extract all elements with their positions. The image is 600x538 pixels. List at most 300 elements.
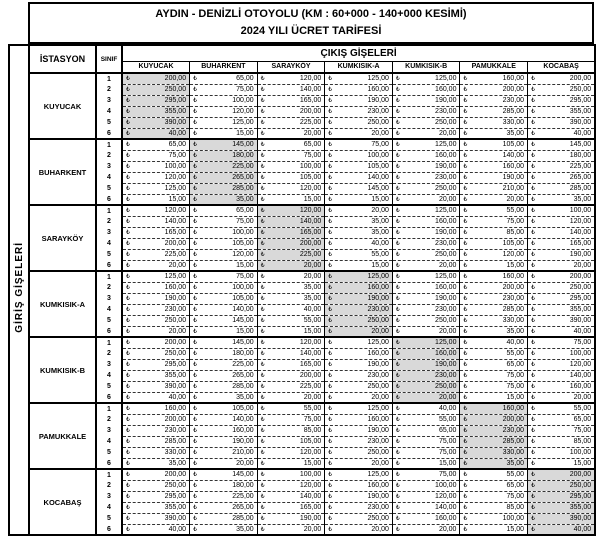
fee-value: 390,00 <box>569 317 592 324</box>
lira-currency-symbol: ₺ <box>193 109 197 115</box>
fee-value: 285,00 <box>502 306 525 313</box>
lira-currency-symbol: ₺ <box>531 318 535 324</box>
fee-cell-content <box>258 437 325 447</box>
fee-cell-content <box>460 371 527 381</box>
fee-value: 15,00 <box>303 459 322 467</box>
lira-currency-symbol: ₺ <box>395 516 400 522</box>
tariff-row <box>9 326 595 337</box>
fee-value: 180,00 <box>569 152 592 159</box>
fee-cell-content <box>393 173 460 183</box>
fee-cell-content <box>393 338 460 348</box>
exit-column-header-saraykoy: SARAYKÖY <box>257 61 325 73</box>
lira-currency-symbol: ₺ <box>531 460 535 467</box>
fee-value: 120,00 <box>299 339 322 347</box>
fee-value: 250,00 <box>164 317 187 324</box>
fee-cell-content <box>190 448 257 458</box>
fee-value: 85,00 <box>506 504 525 511</box>
fee-cell <box>392 95 460 106</box>
lira-currency-symbol: ₺ <box>395 98 400 104</box>
fee-cell <box>460 403 528 414</box>
fee-cell <box>122 106 190 117</box>
fee-cell-content <box>325 338 392 348</box>
fee-cell-content <box>325 404 392 414</box>
lira-currency-symbol: ₺ <box>463 318 468 324</box>
fee-cell <box>122 194 190 205</box>
fee-cell <box>257 381 325 392</box>
lira-currency-symbol: ₺ <box>260 296 265 302</box>
lira-currency-symbol: ₺ <box>260 483 265 489</box>
fee-cell <box>257 260 325 271</box>
vehicle-class-value: 1 <box>96 403 122 414</box>
fee-cell-content <box>393 393 460 403</box>
fee-cell-content <box>258 514 325 524</box>
fee-cell <box>190 326 258 337</box>
fee-cell-content <box>393 349 460 359</box>
fee-value: 20,00 <box>371 393 389 401</box>
fee-cell-content <box>528 162 594 172</box>
fee-cell <box>392 84 460 95</box>
fee-cell-content <box>258 151 325 161</box>
fee-cell <box>325 150 393 161</box>
vehicle-class-value: 3 <box>96 95 122 106</box>
lira-currency-symbol: ₺ <box>395 196 400 203</box>
fee-cell <box>122 249 190 260</box>
lira-currency-symbol: ₺ <box>260 109 265 115</box>
lira-currency-symbol: ₺ <box>328 76 333 83</box>
fee-cell-content <box>123 162 189 172</box>
fee-value: 165,00 <box>299 97 322 104</box>
lira-currency-symbol: ₺ <box>193 241 197 247</box>
fee-cell <box>190 381 258 392</box>
fee-value: 120,00 <box>569 218 592 225</box>
fee-value: 225,00 <box>299 119 322 126</box>
lira-currency-symbol: ₺ <box>126 307 130 313</box>
lira-currency-symbol: ₺ <box>260 384 265 390</box>
fee-cell <box>190 238 258 249</box>
fee-cell-content <box>190 404 257 414</box>
fee-cell-content <box>393 85 460 95</box>
lira-currency-symbol: ₺ <box>126 328 130 335</box>
lira-currency-symbol: ₺ <box>531 340 535 347</box>
lira-currency-symbol: ₺ <box>531 98 535 104</box>
tariff-row <box>9 524 595 535</box>
lira-currency-symbol: ₺ <box>531 164 535 170</box>
fee-cell-content <box>460 107 527 117</box>
lira-currency-symbol: ₺ <box>531 196 535 203</box>
fee-cell <box>392 139 460 150</box>
fee-value: 40,00 <box>573 525 592 533</box>
fee-cell-content <box>460 283 527 293</box>
fee-value: 250,00 <box>367 515 389 522</box>
fee-cell <box>325 117 393 128</box>
fee-cell-content <box>190 272 257 282</box>
fee-cell-content <box>393 382 460 392</box>
lira-currency-symbol: ₺ <box>395 328 400 335</box>
fee-value: 85,00 <box>303 427 322 434</box>
fee-cell-content <box>123 404 189 414</box>
vehicle-class-value: 6 <box>96 524 122 535</box>
fee-cell-content <box>123 349 189 359</box>
fee-cell-content <box>393 360 460 370</box>
fee-cell <box>392 161 460 172</box>
fee-cell-content <box>123 239 189 249</box>
fee-cell <box>460 359 528 370</box>
lira-currency-symbol: ₺ <box>328 142 333 149</box>
lira-currency-symbol: ₺ <box>126 483 130 489</box>
fee-cell <box>528 238 596 249</box>
lira-currency-symbol: ₺ <box>260 318 265 324</box>
fee-value: 285,00 <box>232 185 254 192</box>
fee-value: 160,00 <box>502 273 525 281</box>
fee-cell <box>325 194 393 205</box>
lira-currency-symbol: ₺ <box>463 219 468 225</box>
fee-value: 225,00 <box>164 251 187 258</box>
fee-value: 65,00 <box>573 416 592 423</box>
fee-value: 65,00 <box>236 75 254 83</box>
lira-currency-symbol: ₺ <box>395 87 400 93</box>
toll-tariff-table <box>8 44 596 536</box>
fee-value: 390,00 <box>569 515 592 522</box>
fee-cell <box>528 524 596 535</box>
fee-cell-content <box>528 96 594 106</box>
lira-currency-symbol: ₺ <box>328 153 333 159</box>
fee-value: 140,00 <box>299 218 322 225</box>
fee-value: 285,00 <box>502 438 525 445</box>
fee-cell <box>460 381 528 392</box>
fee-cell <box>460 447 528 458</box>
vehicle-class-value: 3 <box>96 491 122 502</box>
fee-cell <box>325 425 393 436</box>
fee-cell-content <box>528 173 594 183</box>
fee-cell <box>528 403 596 414</box>
fee-value: 200,00 <box>164 471 187 479</box>
lira-currency-symbol: ₺ <box>463 483 468 489</box>
lira-currency-symbol: ₺ <box>193 472 197 479</box>
fee-value: 100,00 <box>164 163 187 170</box>
fee-cell-content <box>325 96 392 106</box>
fee-cell-content <box>123 206 189 216</box>
lira-currency-symbol: ₺ <box>260 526 265 533</box>
fee-value: 225,00 <box>299 251 322 258</box>
fee-value: 20,00 <box>303 273 322 281</box>
fee-cell-content <box>528 294 594 304</box>
fee-cell <box>460 172 528 183</box>
lira-currency-symbol: ₺ <box>531 328 535 335</box>
fee-cell <box>392 271 460 282</box>
fee-cell <box>190 271 258 282</box>
lira-currency-symbol: ₺ <box>260 142 265 149</box>
lira-currency-symbol: ₺ <box>126 296 130 302</box>
fee-cell <box>325 128 393 139</box>
fee-value: 190,00 <box>367 493 389 500</box>
fee-cell-content <box>190 316 257 326</box>
fee-cell-content <box>460 349 527 359</box>
lira-currency-symbol: ₺ <box>193 526 197 533</box>
lira-currency-symbol: ₺ <box>260 175 265 181</box>
fee-value: 15,00 <box>168 195 187 203</box>
tariff-row <box>9 315 595 326</box>
lira-currency-symbol: ₺ <box>260 262 265 269</box>
vehicle-class-value: 2 <box>96 282 122 293</box>
fee-cell-content <box>528 118 594 128</box>
fee-cell <box>122 95 190 106</box>
fee-cell <box>325 172 393 183</box>
fee-cell-content <box>460 448 527 458</box>
fee-cell-content <box>123 382 189 392</box>
vehicle-class-value: 6 <box>96 194 122 205</box>
fee-cell <box>190 348 258 359</box>
fee-cell-content <box>123 415 189 425</box>
fee-value: 120,00 <box>299 207 322 215</box>
fee-cell-content <box>393 371 460 381</box>
fee-cell-content <box>528 448 594 458</box>
fee-value: 20,00 <box>438 393 457 401</box>
tariff-row <box>9 381 595 392</box>
vehicle-class-value: 6 <box>96 260 122 271</box>
vehicle-class-value: 4 <box>96 304 122 315</box>
fee-cell-content <box>325 382 392 392</box>
fee-cell-content <box>460 470 527 480</box>
vehicle-class-value: 5 <box>96 249 122 260</box>
fee-value: 100,00 <box>367 152 389 159</box>
fee-cell <box>460 95 528 106</box>
lira-currency-symbol: ₺ <box>463 109 468 115</box>
tariff-row <box>9 194 595 205</box>
fee-cell-content <box>393 118 460 128</box>
tariff-row <box>9 260 595 271</box>
fee-cell-content <box>460 206 527 216</box>
fee-cell-content <box>190 459 257 469</box>
lira-currency-symbol: ₺ <box>463 439 468 445</box>
fee-cell-content <box>190 162 257 172</box>
fee-cell <box>190 106 258 117</box>
fee-cell-content <box>325 283 392 293</box>
fee-value: 20,00 <box>438 327 457 335</box>
fee-cell-content <box>123 129 189 139</box>
fee-value: 295,00 <box>569 97 592 104</box>
lira-currency-symbol: ₺ <box>260 351 265 357</box>
fee-value: 75,00 <box>236 218 254 225</box>
fee-value: 120,00 <box>502 251 525 258</box>
entry-station-label: KOCABAŞ <box>29 469 96 535</box>
fee-cell <box>325 392 393 403</box>
fee-value: 100,00 <box>435 482 457 489</box>
lira-currency-symbol: ₺ <box>126 219 130 225</box>
exit-column-header-kumkisik-b: KUMKISIK-B <box>392 61 460 73</box>
lira-currency-symbol: ₺ <box>395 428 400 434</box>
lira-currency-symbol: ₺ <box>395 505 400 511</box>
fee-cell <box>190 172 258 183</box>
tariff-row <box>9 117 595 128</box>
fee-value: 20,00 <box>303 261 322 269</box>
fee-cell-content <box>460 514 527 524</box>
fee-value: 40,00 <box>506 339 525 347</box>
fee-cell-content <box>528 107 594 117</box>
fee-cell <box>460 425 528 436</box>
fee-cell-content <box>123 294 189 304</box>
fee-cell-content <box>123 85 189 95</box>
lira-currency-symbol: ₺ <box>463 307 468 313</box>
fee-cell <box>392 469 460 480</box>
fee-cell-content <box>393 448 460 458</box>
fee-cell-content <box>258 327 325 337</box>
lira-currency-symbol: ₺ <box>531 472 535 479</box>
fee-cell <box>392 304 460 315</box>
fee-cell <box>528 337 596 348</box>
fee-cell <box>460 370 528 381</box>
fee-cell <box>325 447 393 458</box>
vehicle-class-value: 5 <box>96 513 122 524</box>
lira-currency-symbol: ₺ <box>260 196 265 203</box>
vehicle-class-value: 2 <box>96 216 122 227</box>
vehicle-class-value: 1 <box>96 469 122 480</box>
fee-cell <box>528 271 596 282</box>
fee-cell <box>190 84 258 95</box>
vehicle-class-value: 1 <box>96 139 122 150</box>
fee-cell <box>257 73 325 84</box>
fee-cell-content <box>393 272 460 282</box>
fee-value: 230,00 <box>367 108 389 115</box>
fee-cell <box>528 304 596 315</box>
fee-cell <box>392 216 460 227</box>
tariff-row <box>9 392 595 403</box>
lira-currency-symbol: ₺ <box>193 450 197 456</box>
fee-cell-content <box>528 184 594 194</box>
vehicle-class-value: 2 <box>96 348 122 359</box>
fee-cell-content <box>528 250 594 260</box>
fee-cell-content <box>190 107 257 117</box>
fee-cell-content <box>528 272 594 282</box>
fee-cell-content <box>190 151 257 161</box>
fee-value: 75,00 <box>236 273 254 281</box>
lira-currency-symbol: ₺ <box>126 142 130 149</box>
lira-currency-symbol: ₺ <box>328 307 333 313</box>
fee-cell-content <box>258 195 325 205</box>
vehicle-class-value: 5 <box>96 183 122 194</box>
fee-cell <box>392 414 460 425</box>
fee-cell <box>257 447 325 458</box>
fee-value: 200,00 <box>502 416 525 423</box>
fee-value: 285,00 <box>502 108 525 115</box>
fee-value: 165,00 <box>299 504 322 511</box>
fee-cell-content <box>393 514 460 524</box>
fee-value: 390,00 <box>164 383 187 390</box>
lira-currency-symbol: ₺ <box>463 130 468 137</box>
fee-cell <box>460 150 528 161</box>
fee-cell <box>257 139 325 150</box>
fee-cell <box>122 172 190 183</box>
fee-value: 295,00 <box>164 493 187 500</box>
fee-cell <box>190 161 258 172</box>
fee-value: 160,00 <box>164 405 187 413</box>
fee-cell-content <box>325 316 392 326</box>
lira-currency-symbol: ₺ <box>463 394 468 401</box>
fee-cell-content <box>393 129 460 139</box>
document-title <box>28 2 594 44</box>
fee-value: 230,00 <box>164 427 187 434</box>
fee-cell <box>325 315 393 326</box>
fee-value: 145,00 <box>232 141 254 149</box>
lira-currency-symbol: ₺ <box>126 252 130 258</box>
fee-value: 250,00 <box>164 350 187 357</box>
fee-cell-content <box>528 316 594 326</box>
fee-cell-content <box>460 173 527 183</box>
fee-cell <box>460 315 528 326</box>
vehicle-class-value: 3 <box>96 161 122 172</box>
fee-cell-content <box>325 415 392 425</box>
fee-value: 125,00 <box>435 207 457 215</box>
fee-cell-content <box>123 118 189 128</box>
fee-value: 145,00 <box>569 141 592 149</box>
fee-cell <box>460 348 528 359</box>
fee-value: 285,00 <box>164 438 187 445</box>
fee-cell <box>392 370 460 381</box>
fee-cell <box>392 337 460 348</box>
fee-value: 200,00 <box>502 86 525 93</box>
tariff-row <box>9 403 595 414</box>
fee-cell-content <box>393 415 460 425</box>
exit-column-header-kocabas: KOCABAŞ <box>528 61 596 73</box>
fee-value: 225,00 <box>299 383 322 390</box>
fee-value: 190,00 <box>435 97 457 104</box>
fee-cell-content <box>528 261 594 271</box>
fee-cell-content <box>190 228 257 238</box>
lira-currency-symbol: ₺ <box>193 394 197 401</box>
fee-cell <box>528 359 596 370</box>
lira-currency-symbol: ₺ <box>193 362 197 368</box>
fee-cell-content <box>258 261 325 271</box>
fee-cell <box>122 282 190 293</box>
fee-cell <box>528 216 596 227</box>
lira-currency-symbol: ₺ <box>531 274 535 281</box>
fee-value: 120,00 <box>164 174 187 181</box>
lira-currency-symbol: ₺ <box>328 394 333 401</box>
fee-value: 40,00 <box>168 129 187 137</box>
lira-currency-symbol: ₺ <box>463 76 468 83</box>
fee-value: 55,00 <box>506 207 525 215</box>
lira-currency-symbol: ₺ <box>395 76 400 83</box>
fee-value: 160,00 <box>569 383 592 390</box>
lira-currency-symbol: ₺ <box>531 406 535 413</box>
fee-cell <box>460 304 528 315</box>
fee-cell-content <box>325 437 392 447</box>
fee-cell <box>325 249 393 260</box>
fee-cell <box>528 381 596 392</box>
fee-cell <box>190 227 258 238</box>
fee-cell-content <box>528 437 594 447</box>
fee-cell <box>257 216 325 227</box>
fee-cell <box>122 161 190 172</box>
istasyon-header: İSTASYON <box>29 45 96 73</box>
fee-cell <box>392 227 460 238</box>
lira-currency-symbol: ₺ <box>395 406 400 413</box>
fee-value: 125,00 <box>435 141 457 149</box>
fee-cell-content <box>258 415 325 425</box>
lira-currency-symbol: ₺ <box>260 328 265 335</box>
fee-cell-content <box>528 360 594 370</box>
lira-currency-symbol: ₺ <box>328 196 333 203</box>
fee-value: 120,00 <box>569 361 592 368</box>
lira-currency-symbol: ₺ <box>463 406 468 413</box>
fee-value: 230,00 <box>502 295 525 302</box>
fee-cell-content <box>123 338 189 348</box>
fee-value: 265,00 <box>569 174 592 181</box>
fee-cell <box>257 172 325 183</box>
lira-currency-symbol: ₺ <box>260 219 265 225</box>
lira-currency-symbol: ₺ <box>193 351 197 357</box>
exit-column-header-kumkisik-a: KUMKISIK-A <box>325 61 393 73</box>
fee-cell <box>190 216 258 227</box>
